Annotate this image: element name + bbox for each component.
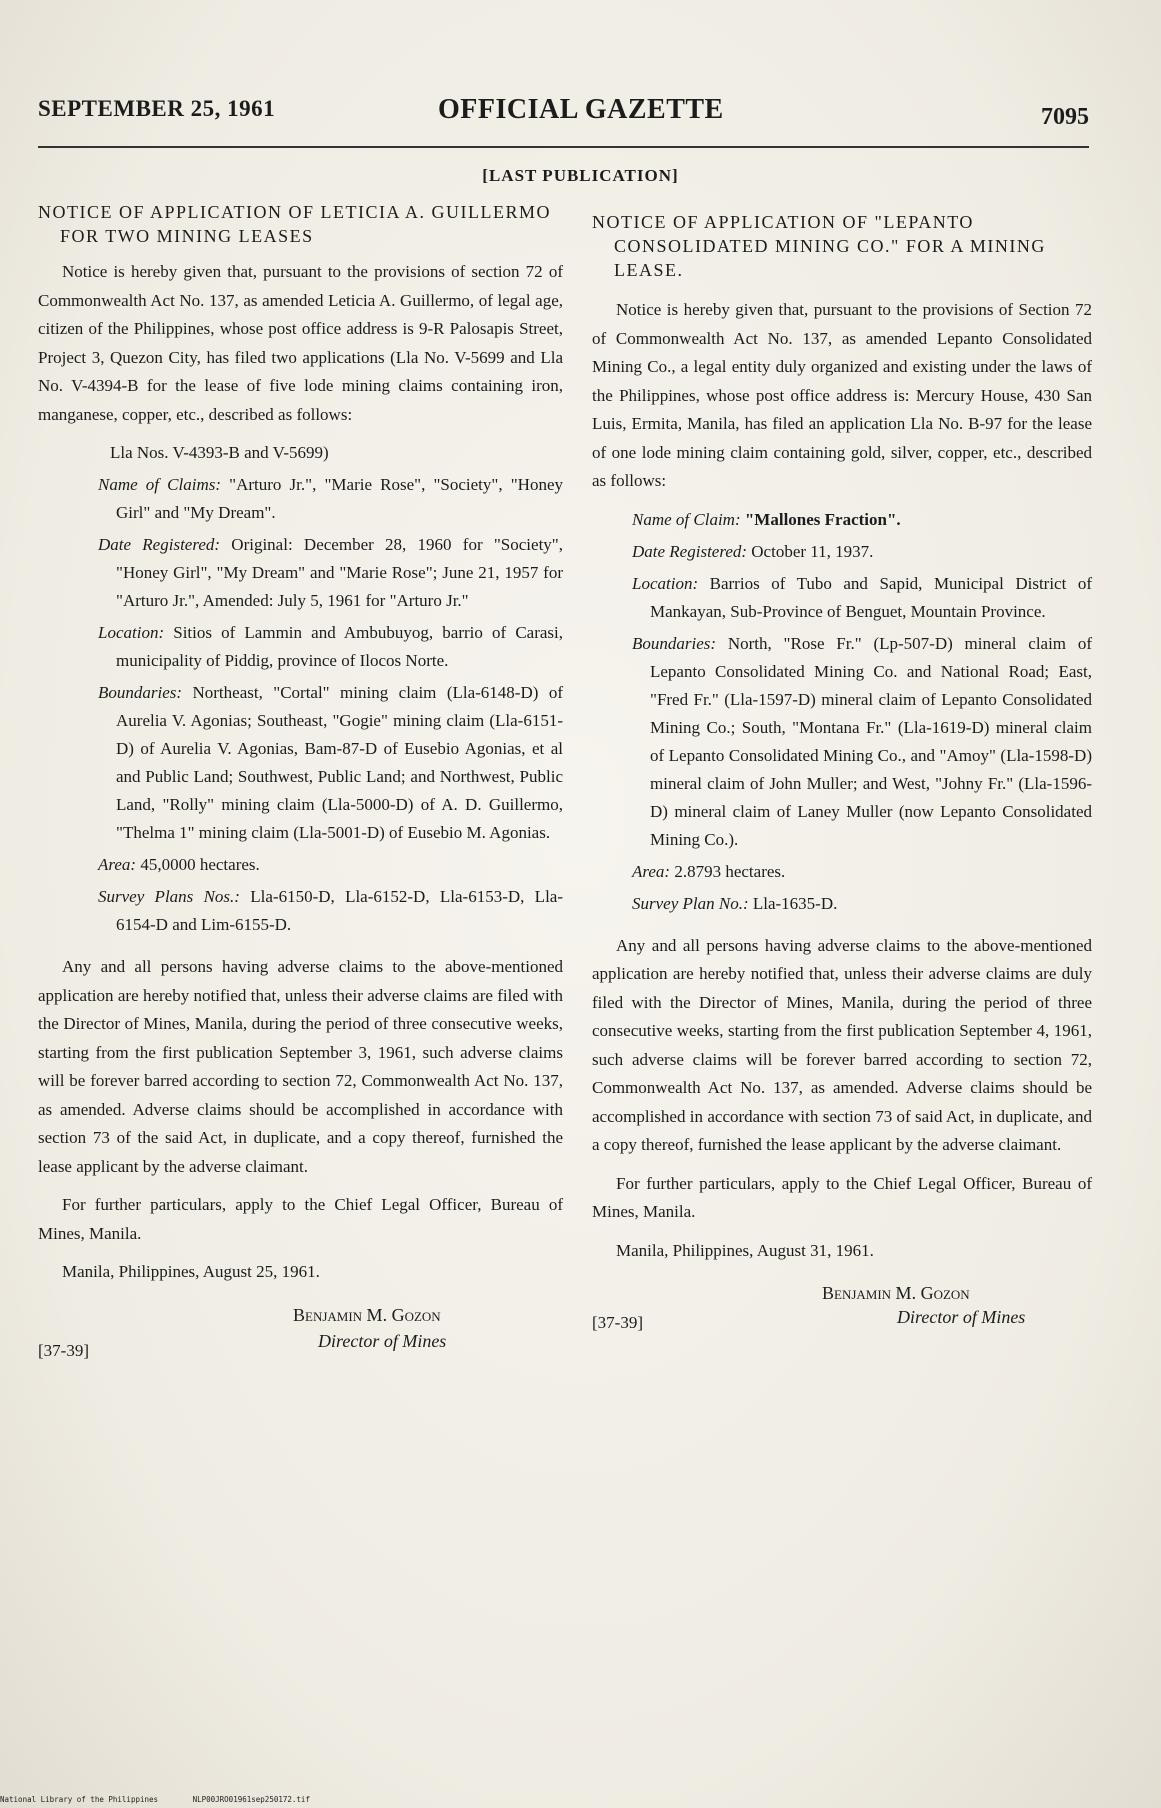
detail-item: Name of Claims: "Arturo Jr.", "Marie Rose", "Society", "Honey Girl" and "My Dream". xyxy=(98,475,563,522)
notice-intro: Notice is hereby given that, pursuant to the provisions of section 72 of Commonwealth Act No. 137, as amended Leticia A. Guillermo, of legal age, citizen of the Philippines, whose post office address is 9-R Palosapis Street, Project 3, Quezon City, has filed two applications (Lla No. V-5699 and Lla No. V-4394-B for the lease of five lode mining claims containing iron, manganese, copper, etc., described as follows: xyxy=(38,262,563,424)
signer-name: Benjamin M. Gozon xyxy=(822,1283,970,1303)
detail-item: Date Registered: Original: December 28, 1960 for "Society", "Honey Girl", "My Dream" and "Marie Rose"; June 21, 1957 for "Arturo Jr.", Amended: July 5, 1961 for "Arturo Jr." xyxy=(98,535,563,610)
further-particulars: For further particulars, apply to the Chief Legal Officer, Bureau of Mines, Manila. xyxy=(592,1173,1092,1221)
signature-block xyxy=(38,1301,563,1367)
adverse-claims-paragraph: Any and all persons having adverse claims to the above-mentioned application are hereby notified that, unless their adverse claims are filed with the Director of Mines, Manila, during the period of three consecutive weeks, starting from the first publication September 3, 1961, such adverse claims will be forever barred according to section 72, Commonwealth Act No. 137, as amended. Adverse claims should be accomplished in accordance with section 73 of the said Act, in duplicate, and a copy thereof, furnished the lease applicant by the adverse claimant. xyxy=(38,957,563,1176)
notice-title: NOTICE OF APPLICATION OF LETICIA A. GUILLERMO FOR TWO MINING LEASES xyxy=(38,202,551,246)
detail-item: Area: 2.8793 hectares. xyxy=(632,861,786,881)
claim-details xyxy=(592,506,1092,918)
lla-numbers: Lla Nos. V-4393-B and V-5699) xyxy=(110,443,329,462)
page-number: 7095 xyxy=(1041,104,1089,130)
adverse-claims-paragraph: Any and all persons having adverse claims to the above-mentioned application are hereby notified that, unless their adverse claims are duly filed with the Director of Mines, Manila, during the period of three consecutive weeks, starting from the first publication September 4, 1961, such adverse claims will be forever barred according to section 72, Commonwealth Act No. 137, as amended. Adverse claims should be accomplished in accordance with section 73 of said Act, in duplicate, and a copy thereof, furnished the lease applicant by the adverse claimant. xyxy=(592,935,1092,1154)
detail-item: Boundaries: Northeast, "Cortal" mining claim (Lla-6148-D) of Aurelia V. Agonias; Southeast, "Gogie" mining claim (Lla-6151-D) of Aurelia V. Agonias, Bam-87-D of Eusebio Agonias, et al and Public Land; Southwest, Public Land; and Northwest, Public Land, "Rolly" mining claim (Lla-5000-D) of A. D. Guillermo, "Thelma 1" mining claim (Lla-5001-D) of Eusebio M. Agonias. xyxy=(98,683,563,842)
detail-item: Survey Plan No.: Lla-1635-D. xyxy=(632,893,838,913)
dateline: Manila, Philippines, August 31, 1961. xyxy=(616,1240,874,1260)
notice-intro: Notice is hereby given that, pursuant to the provisions of Section 72 of Commonwealth Act No. 137, as amended Lepanto Consolidated Mining Co., a legal entity duly organized and existing under the laws of the Philippines, whose post office address is: Mercury House, 430 San Luis, Ermita, Manila, has filed an application Lla No. B-97 for the lease of one lode mining claim containing gold, silver, copper, etc., described as follows: xyxy=(592,300,1092,490)
issue-reference: [37-39] xyxy=(592,1313,643,1332)
header-rule xyxy=(38,146,1089,148)
publication-title: OFFICIAL GAZETTE xyxy=(438,94,724,125)
signer-name: Benjamin M. Gozon xyxy=(293,1304,441,1325)
section-label: [LAST PUBLICATION] xyxy=(482,166,679,185)
issue-date: SEPTEMBER 25, 1961 xyxy=(38,96,276,121)
page-header xyxy=(38,92,1089,136)
claim-details xyxy=(38,439,563,939)
detail-item: Location: Sitios of Lammin and Ambubuyog, barrio of Carasi, municipality of Piddig, province of Ilocos Norte. xyxy=(98,623,563,670)
library-credit: National Library of the Philippines xyxy=(0,1795,159,1804)
file-name: NLP00JRO01961sep250172.tif xyxy=(192,1795,310,1804)
scan-footer xyxy=(0,1795,340,1804)
notice-title: NOTICE OF APPLICATION OF "LEPANTO CONSOLIDATED MINING CO." FOR A MINING LEASE. xyxy=(592,212,1046,280)
detail-item: Date Registered: October 11, 1937. xyxy=(632,541,874,561)
right-notice xyxy=(592,210,1092,1345)
issue-reference: [37-39] xyxy=(38,1340,89,1360)
detail-item: Name of Claim: "Mallones Fraction". xyxy=(632,509,901,529)
detail-item: Location: Barrios of Tubo and Sapid, Municipal District of Mankayan, Sub-Province of Benguet, Mountain Province. xyxy=(632,573,1093,621)
detail-item: Area: 45,0000 hectares. xyxy=(98,855,260,874)
dateline: Manila, Philippines, August 25, 1961. xyxy=(62,1262,320,1281)
signer-title: Director of Mines xyxy=(318,1330,447,1351)
left-notice xyxy=(38,200,563,1367)
detail-item: Survey Plans Nos.: Lla-6150-D, Lla-6152-D, Lla-6153-D, Lla-6154-D and Lim-6155-D. xyxy=(98,887,563,934)
signer-title: Director of Mines xyxy=(897,1307,1026,1327)
detail-item: Boundaries: North, "Rose Fr." (Lp-507-D) mineral claim of Lepanto Consolidated Mining Co. and National Road; East, "Fred Fr." (Lla-1597-D) mineral claim of Lepanto Consolidated Mining Co.; South, "Montana Fr." (Lla-1619-D) mineral claim of Lepanto Consolidated Mining Co., and "Amoy" (Lla-1598-D) mineral claim of John Muller; and West, "Johny Fr." (Lla-1596-D) mineral claim of Laney Muller (now Lepanto Consolidated Mining Co.). xyxy=(632,633,1092,849)
signature-block xyxy=(592,1279,1092,1345)
further-particulars: For further particulars, apply to the Chief Legal Officer, Bureau of Mines, Manila. xyxy=(38,1195,563,1243)
